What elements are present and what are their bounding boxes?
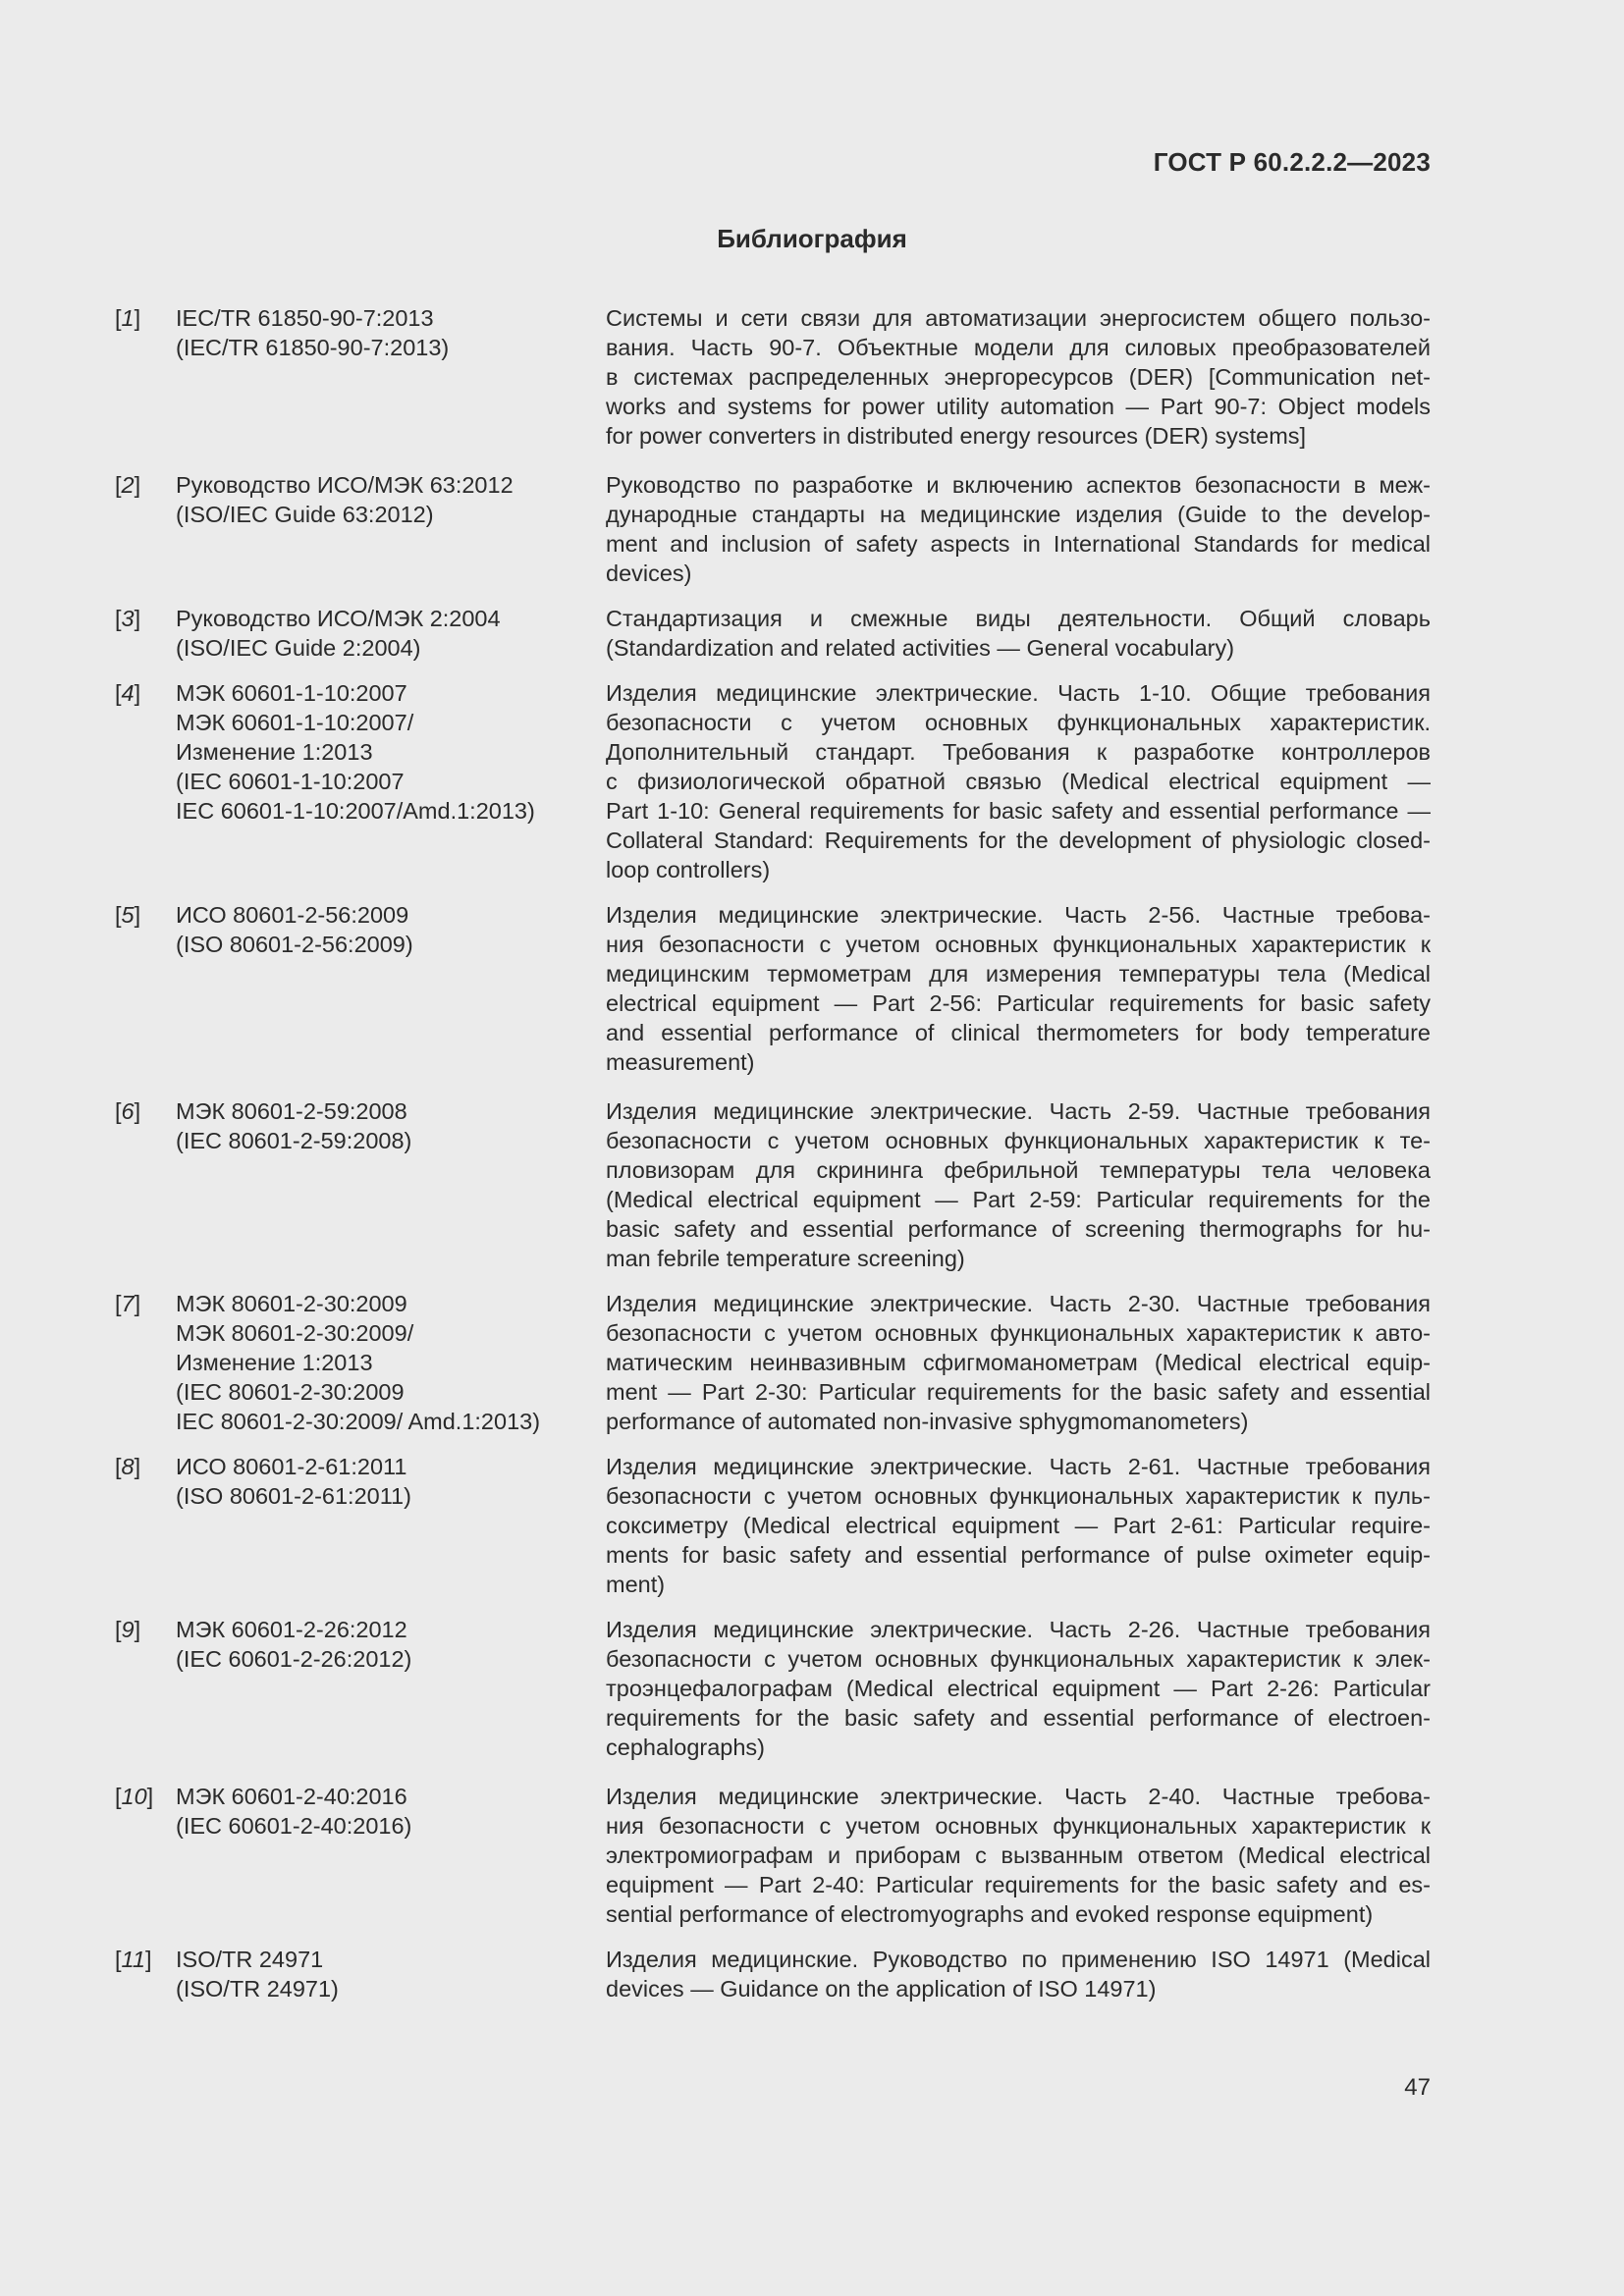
description-line: Изделия медицинские. Руководство по применению ISO 14971 (Medical — [606, 1947, 1431, 1972]
description-line: Изделия медицинские электрические. Часть 2-40. Частные требова- — [606, 1784, 1431, 1809]
description-line: man febrile temperature screening) — [606, 1246, 965, 1271]
reference-line: ИСО 80601-2-56:2009 — [176, 902, 409, 928]
description-line: Системы и сети связи для автоматизации энергосистем общего пользо- — [606, 305, 1431, 331]
entry-number: [10] — [115, 1784, 154, 1809]
bibliography-entry — [115, 1945, 1431, 2003]
description-line: медицинским термометрам для измерения температуры тела (Medical — [606, 961, 1431, 987]
entry-description — [606, 1452, 1431, 1599]
reference-line: МЭК 80601-2-30:2009/ — [176, 1320, 414, 1346]
description-line: с физиологической обратной связью (Medical electrical equipment — — [606, 769, 1431, 794]
reference-line: (IEC 60601-2-26:2012) — [176, 1646, 412, 1672]
description-line: безопасности с учетом основных функциональных характеристик к пуль- — [606, 1483, 1431, 1509]
description-line: Collateral Standard: Requirements for the development of physiologic closed- — [606, 828, 1431, 853]
entry-number: [9] — [115, 1617, 141, 1642]
description-line: пловизорам для скрининга фебрильной температуры тела человека — [606, 1157, 1431, 1183]
reference-line: МЭК 60601-2-40:2016 — [176, 1784, 407, 1809]
description-line: ments for basic safety and essential performance of pulse oximeter equip- — [606, 1542, 1431, 1568]
description-line: measurement) — [606, 1049, 755, 1075]
description-line: Изделия медицинские электрические. Часть 1-10. Общие требования — [606, 680, 1431, 706]
bibliography-entry — [115, 470, 1431, 588]
entry-number-value: 7 — [121, 1291, 135, 1316]
description-line: вания. Часть 90-7. Объектные модели для силовых преобразователей — [606, 335, 1431, 360]
entry-reference — [176, 678, 606, 884]
entry-description — [606, 1615, 1431, 1762]
reference-line: (IEC 80601-2-30:2009 — [176, 1379, 405, 1405]
reference-line: МЭК 60601-1-10:2007 — [176, 680, 407, 706]
description-line: (Medical electrical equipment — Part 2-59: Particular requirements for the — [606, 1187, 1431, 1212]
entry-number: [8] — [115, 1454, 141, 1479]
reference-line: ИСО 80601-2-61:2011 — [176, 1454, 407, 1479]
bibliography-entry — [115, 1289, 1431, 1436]
entry-description — [606, 1096, 1431, 1273]
entry-reference — [176, 1615, 606, 1762]
description-line: works and systems for power utility automation — Part 90-7: Object models — [606, 394, 1431, 419]
entry-reference — [176, 604, 606, 663]
entry-description — [606, 900, 1431, 1077]
reference-line: (IEC 60601-1-10:2007 — [176, 769, 405, 794]
entry-reference — [176, 1782, 606, 1929]
entry-number-value: 5 — [121, 902, 135, 928]
reference-line: МЭК 80601-2-59:2008 — [176, 1098, 407, 1124]
reference-line: (ISO/IEC Guide 2:2004) — [176, 635, 421, 661]
reference-line: IEC 60601-1-10:2007/Amd.1:2013) — [176, 798, 535, 824]
description-line: Стандартизация и смежные виды деятельности. Общий словарь — [606, 606, 1431, 631]
entry-number: [7] — [115, 1291, 141, 1316]
reference-line: (ISO/IEC Guide 63:2012) — [176, 502, 434, 527]
description-line: ment and inclusion of safety aspects in International Standards for medical — [606, 531, 1431, 557]
entry-description — [606, 1945, 1431, 2003]
description-line: соксиметру (Medical electrical equipment — Part 2-61: Particular require- — [606, 1513, 1431, 1538]
reference-line: Изменение 1:2013 — [176, 739, 373, 765]
description-line: безопасности с учетом основных функциональных характеристик к элек- — [606, 1646, 1431, 1672]
description-line: электромиографам и приборам с вызванным ответом (Medical electrical — [606, 1842, 1431, 1868]
bibliography-entry — [115, 1782, 1431, 1929]
description-line: basic safety and essential performance of screening thermographs for hu- — [606, 1216, 1431, 1242]
entry-number-value: 2 — [121, 472, 135, 498]
entry-number: [4] — [115, 680, 141, 706]
entry-reference — [176, 1096, 606, 1273]
description-line: electrical equipment — Part 2-56: Particular requirements for basic safety — [606, 990, 1431, 1016]
entry-number: [2] — [115, 472, 141, 498]
entry-number-value: 10 — [121, 1784, 147, 1809]
reference-line: IEC/TR 61850-90-7:2013 — [176, 305, 434, 331]
reference-line: МЭК 80601-2-30:2009 — [176, 1291, 407, 1316]
description-line: devices — Guidance on the application of ISO 14971) — [606, 1976, 1157, 2002]
entry-reference — [176, 470, 606, 588]
entry-reference — [176, 1289, 606, 1436]
description-line: Дополнительный стандарт. Требования к разработке контроллеров — [606, 739, 1431, 765]
entry-number-value: 1 — [121, 305, 135, 331]
entry-description — [606, 470, 1431, 588]
bibliography-entry — [115, 900, 1431, 1077]
reference-line: IEC 80601-2-30:2009/ Amd.1:2013) — [176, 1409, 541, 1434]
reference-line: (ISO/TR 24971) — [176, 1976, 339, 2002]
description-line: requirements for the basic safety and essential performance of electroen- — [606, 1705, 1431, 1731]
description-line: cephalographs) — [606, 1735, 765, 1760]
description-line: Part 1-10: General requirements for basic safety and essential performance — — [606, 798, 1431, 824]
entry-number-value: 8 — [121, 1454, 135, 1479]
entry-number-value: 4 — [121, 680, 135, 706]
reference-line: Руководство ИСО/МЭК 63:2012 — [176, 472, 514, 498]
reference-line: Руководство ИСО/МЭК 2:2004 — [176, 606, 501, 631]
entry-description — [606, 1289, 1431, 1436]
reference-line: (IEC/TR 61850-90-7:2013) — [176, 335, 450, 360]
entry-number-value: 11 — [121, 1947, 145, 1972]
bibliography-entry — [115, 678, 1431, 884]
entry-number-value: 9 — [121, 1617, 135, 1642]
entry-reference — [176, 303, 606, 451]
description-line: ment) — [606, 1572, 666, 1597]
description-line: матическим неинвазивным сфигмоманометрам (Medical electrical equip- — [606, 1350, 1431, 1375]
description-line: Изделия медицинские электрические. Часть 2-56. Частные требова- — [606, 902, 1431, 928]
description-line: and essential performance of clinical thermometers for body temperature — [606, 1020, 1431, 1045]
reference-line: (ISO 80601-2-56:2009) — [176, 932, 413, 957]
entry-number: [6] — [115, 1098, 141, 1124]
bibliography-list — [115, 303, 1431, 2019]
description-line: performance of automated non-invasive sphygmomanometers) — [606, 1409, 1249, 1434]
page-number: 47 — [1404, 2074, 1431, 2101]
reference-line: (IEC 80601-2-59:2008) — [176, 1128, 412, 1153]
description-line: ния безопасности с учетом основных функциональных характеристик к — [606, 1813, 1431, 1839]
description-line: Изделия медицинские электрические. Часть 2-30. Частные требования — [606, 1291, 1431, 1316]
description-line: Изделия медицинские электрические. Часть 2-59. Частные требования — [606, 1098, 1431, 1124]
bibliography-entry — [115, 1452, 1431, 1599]
description-line: Руководство по разработке и включению аспектов безопасности в меж- — [606, 472, 1431, 498]
entry-description — [606, 678, 1431, 884]
description-line: ment — Part 2-30: Particular requirements for the basic safety and essential — [606, 1379, 1431, 1405]
description-line: equipment — Part 2-40: Particular requirements for the basic safety and es- — [606, 1872, 1431, 1897]
description-line: ния безопасности с учетом основных функциональных характеристик к — [606, 932, 1431, 957]
description-line: дународные стандарты на медицинские изделия (Guide to the develop- — [606, 502, 1431, 527]
entry-reference — [176, 1945, 606, 2003]
description-line: loop controllers) — [606, 857, 771, 882]
reference-line: МЭК 60601-2-26:2012 — [176, 1617, 407, 1642]
description-line: безопасности с учетом основных функциональных характеристик к авто- — [606, 1320, 1431, 1346]
description-line: троэнцефалографам (Medical electrical equipment — Part 2-26: Particular — [606, 1676, 1431, 1701]
entry-description — [606, 1782, 1431, 1929]
reference-line: ISO/TR 24971 — [176, 1947, 324, 1972]
entry-number-value: 3 — [121, 606, 135, 631]
entry-number-value: 6 — [121, 1098, 135, 1124]
reference-line: (IEC 60601-2-40:2016) — [176, 1813, 412, 1839]
description-line: sential performance of electromyographs and evoked response equipment) — [606, 1901, 1374, 1927]
bibliography-entry — [115, 604, 1431, 663]
description-line: (Standardization and related activities — General vocabulary) — [606, 635, 1235, 661]
entry-description — [606, 303, 1431, 451]
description-line: в системах распределенных энергоресурсов (DER) [Communication net- — [606, 364, 1431, 390]
reference-line: Изменение 1:2013 — [176, 1350, 373, 1375]
standard-code: ГОСТ Р 60.2.2.2—2023 — [1153, 147, 1431, 177]
description-line: for power converters in distributed energy resources (DER) systems] — [606, 423, 1307, 449]
description-line: безопасности с учетом основных функциональных характеристик. — [606, 710, 1431, 735]
entry-description — [606, 604, 1431, 663]
reference-line: МЭК 60601-1-10:2007/ — [176, 710, 414, 735]
entry-number: [5] — [115, 902, 141, 928]
entry-number: [11] — [115, 1947, 152, 1972]
bibliography-entry — [115, 1615, 1431, 1762]
entry-reference — [176, 1452, 606, 1599]
entry-number: [3] — [115, 606, 141, 631]
description-line: Изделия медицинские электрические. Часть 2-26. Частные требования — [606, 1617, 1431, 1642]
reference-line: (ISO 80601-2-61:2011) — [176, 1483, 411, 1509]
description-line: devices) — [606, 561, 692, 586]
page-title: Библиография — [717, 224, 907, 253]
entry-reference — [176, 900, 606, 1077]
bibliography-entry — [115, 1096, 1431, 1273]
entry-number: [1] — [115, 305, 141, 331]
description-line: безопасности с учетом основных функциональных характеристик к те- — [606, 1128, 1431, 1153]
bibliography-entry — [115, 303, 1431, 451]
description-line: Изделия медицинские электрические. Часть 2-61. Частные требования — [606, 1454, 1431, 1479]
